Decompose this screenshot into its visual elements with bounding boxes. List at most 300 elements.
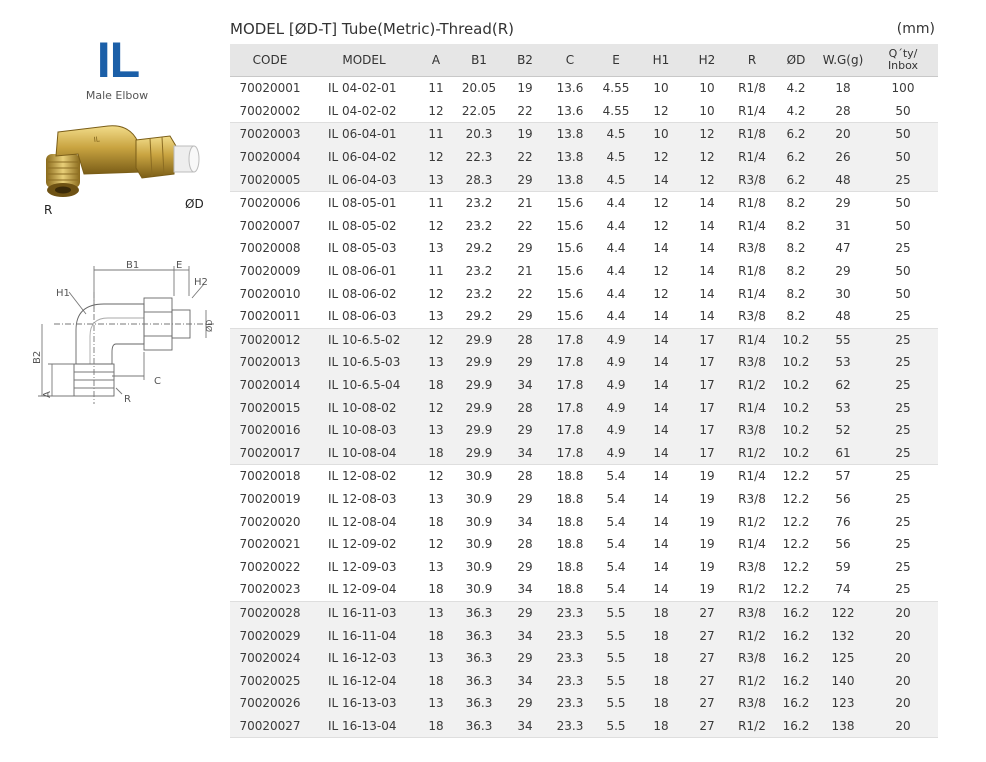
table-cell: 70020001 bbox=[230, 77, 310, 100]
col-b2: B2 bbox=[504, 44, 546, 77]
label-c: C bbox=[154, 376, 161, 387]
table-cell: 20 bbox=[868, 647, 938, 670]
table-row bbox=[230, 601, 938, 624]
table-cell: 18 bbox=[418, 624, 454, 647]
table-cell: 59 bbox=[818, 555, 868, 578]
table-cell: 13.6 bbox=[546, 77, 594, 100]
col-a: A bbox=[418, 44, 454, 77]
table-cell: 47 bbox=[818, 237, 868, 260]
table-cell: 36.3 bbox=[454, 715, 504, 738]
table-cell: 55 bbox=[818, 328, 868, 351]
table-cell: 23.3 bbox=[546, 624, 594, 647]
row-group bbox=[230, 123, 938, 192]
table-cell: 12 bbox=[418, 396, 454, 419]
table-cell: 29.2 bbox=[454, 305, 504, 328]
table-cell: 19 bbox=[504, 77, 546, 100]
table-row bbox=[230, 442, 938, 465]
table-row bbox=[230, 305, 938, 328]
table-cell: 70020016 bbox=[230, 419, 310, 442]
table-cell: 14 bbox=[638, 351, 684, 374]
table-cell: 10 bbox=[638, 77, 684, 100]
table-cell: 8.2 bbox=[774, 215, 818, 238]
table-cell: 70020022 bbox=[230, 555, 310, 578]
table-cell: 29 bbox=[504, 237, 546, 260]
table-row bbox=[230, 555, 938, 578]
table-cell: 122 bbox=[818, 601, 868, 624]
table-cell: 16.2 bbox=[774, 647, 818, 670]
table-row bbox=[230, 647, 938, 670]
table-cell: 25 bbox=[868, 328, 938, 351]
table-cell: R1/2 bbox=[730, 442, 774, 465]
table-cell: IL 16-13-03 bbox=[310, 692, 418, 715]
table-cell: 14 bbox=[638, 510, 684, 533]
table-cell: 5.5 bbox=[594, 601, 638, 624]
table-cell: 34 bbox=[504, 442, 546, 465]
photo-label-r: R bbox=[44, 203, 53, 217]
table-row bbox=[230, 669, 938, 692]
table-cell: 70020024 bbox=[230, 647, 310, 670]
table-cell: 8.2 bbox=[774, 305, 818, 328]
table-cell: 4.4 bbox=[594, 215, 638, 238]
table-cell: 12.2 bbox=[774, 510, 818, 533]
table-cell: 19 bbox=[684, 578, 730, 601]
table-cell: R1/8 bbox=[730, 77, 774, 100]
table-row bbox=[230, 578, 938, 601]
table-row bbox=[230, 510, 938, 533]
table-cell: 4.5 bbox=[594, 123, 638, 146]
table-cell: 8.2 bbox=[774, 260, 818, 283]
table-cell: 25 bbox=[868, 578, 938, 601]
table-cell: 34 bbox=[504, 374, 546, 397]
table-cell: 30 bbox=[818, 282, 868, 305]
table-cell: 16.2 bbox=[774, 601, 818, 624]
table-cell: 25 bbox=[868, 351, 938, 374]
table-cell: 5.5 bbox=[594, 624, 638, 647]
table-cell: 15.6 bbox=[546, 215, 594, 238]
table-cell: R3/8 bbox=[730, 488, 774, 511]
col-h1: H1 bbox=[638, 44, 684, 77]
table-cell: 4.9 bbox=[594, 396, 638, 419]
table-cell: 29 bbox=[504, 488, 546, 511]
table-cell: 27 bbox=[684, 692, 730, 715]
table-cell: 12 bbox=[638, 260, 684, 283]
table-cell: R1/4 bbox=[730, 396, 774, 419]
table-cell: 29 bbox=[504, 168, 546, 191]
table-cell: IL 12-09-02 bbox=[310, 533, 418, 556]
table-cell: 29.2 bbox=[454, 237, 504, 260]
table-cell: 70020020 bbox=[230, 510, 310, 533]
table-cell: 12.2 bbox=[774, 488, 818, 511]
table-row bbox=[230, 146, 938, 169]
table-cell: 13 bbox=[418, 168, 454, 191]
table-cell: IL 08-06-03 bbox=[310, 305, 418, 328]
table-cell: R1/2 bbox=[730, 715, 774, 738]
table-cell: 16.2 bbox=[774, 692, 818, 715]
label-a: A bbox=[42, 391, 53, 398]
dimension-drawing bbox=[24, 252, 224, 412]
table-cell: 4.4 bbox=[594, 260, 638, 283]
table-cell: 20.05 bbox=[454, 77, 504, 100]
spec-table bbox=[230, 44, 938, 738]
col-weight: W.G(g) bbox=[818, 44, 868, 77]
table-row bbox=[230, 260, 938, 283]
table-cell: 14 bbox=[684, 282, 730, 305]
table-cell: R1/4 bbox=[730, 100, 774, 123]
table-cell: 30.9 bbox=[454, 578, 504, 601]
table-cell: IL 10-08-03 bbox=[310, 419, 418, 442]
table-cell: R1/4 bbox=[730, 282, 774, 305]
table-cell: 70020018 bbox=[230, 465, 310, 488]
table-cell: 13 bbox=[418, 305, 454, 328]
table-cell: 36.3 bbox=[454, 647, 504, 670]
table-cell: 34 bbox=[504, 510, 546, 533]
table-cell: IL 16-12-03 bbox=[310, 647, 418, 670]
table-cell: 17 bbox=[684, 419, 730, 442]
table-row bbox=[230, 465, 938, 488]
table-cell: IL 10-08-02 bbox=[310, 396, 418, 419]
table-cell: 18 bbox=[418, 442, 454, 465]
table-cell: 8.2 bbox=[774, 191, 818, 214]
table-cell: 16.2 bbox=[774, 624, 818, 647]
table-cell: 11 bbox=[418, 77, 454, 100]
table-cell: 14 bbox=[638, 533, 684, 556]
table-cell: 16.2 bbox=[774, 669, 818, 692]
table-cell: R3/8 bbox=[730, 647, 774, 670]
table-row bbox=[230, 624, 938, 647]
table-cell: IL 08-05-03 bbox=[310, 237, 418, 260]
table-cell: 23.2 bbox=[454, 215, 504, 238]
table-cell: 10.2 bbox=[774, 374, 818, 397]
table-cell: 18.8 bbox=[546, 578, 594, 601]
table-cell: R3/8 bbox=[730, 351, 774, 374]
compression-nut bbox=[136, 136, 176, 178]
table-cell: 18 bbox=[418, 669, 454, 692]
table-cell: 4.4 bbox=[594, 305, 638, 328]
table-cell: 70020008 bbox=[230, 237, 310, 260]
table-cell: 20 bbox=[868, 601, 938, 624]
label-h1: H1 bbox=[56, 288, 70, 299]
table-cell: R1/2 bbox=[730, 578, 774, 601]
table-cell: 17 bbox=[684, 442, 730, 465]
table-cell: IL 10-08-04 bbox=[310, 442, 418, 465]
table-cell: 34 bbox=[504, 669, 546, 692]
table-cell: 4.9 bbox=[594, 419, 638, 442]
table-cell: 27 bbox=[684, 624, 730, 647]
table-cell: 6.2 bbox=[774, 123, 818, 146]
table-cell: 5.4 bbox=[594, 510, 638, 533]
table-cell: 4.4 bbox=[594, 237, 638, 260]
table-cell: 4.5 bbox=[594, 168, 638, 191]
table-cell: 28 bbox=[818, 100, 868, 123]
table-cell: 19 bbox=[684, 488, 730, 511]
table-cell: 57 bbox=[818, 465, 868, 488]
table-cell: 18 bbox=[638, 715, 684, 738]
table-cell: IL 16-13-04 bbox=[310, 715, 418, 738]
table-cell: 30.9 bbox=[454, 488, 504, 511]
table-cell: 17.8 bbox=[546, 442, 594, 465]
label-b1: B1 bbox=[126, 260, 140, 271]
table-cell: IL 12-08-02 bbox=[310, 465, 418, 488]
table-row bbox=[230, 488, 938, 511]
table-cell: 12 bbox=[418, 533, 454, 556]
table-cell: 14 bbox=[638, 465, 684, 488]
table-cell: 16.2 bbox=[774, 715, 818, 738]
table-cell: 19 bbox=[684, 555, 730, 578]
table-cell: 34 bbox=[504, 578, 546, 601]
table-cell: 50 bbox=[868, 260, 938, 283]
table-cell: 14 bbox=[638, 237, 684, 260]
table-cell: 18 bbox=[818, 77, 868, 100]
table-cell: 70020004 bbox=[230, 146, 310, 169]
tube-stub bbox=[174, 146, 199, 172]
table-cell: 70020003 bbox=[230, 123, 310, 146]
table-cell: 70020002 bbox=[230, 100, 310, 123]
col-h2: H2 bbox=[684, 44, 730, 77]
table-cell: R1/2 bbox=[730, 669, 774, 692]
row-group bbox=[230, 191, 938, 328]
table-cell: 12 bbox=[418, 215, 454, 238]
table-cell: 26 bbox=[818, 146, 868, 169]
table-cell: 18.8 bbox=[546, 555, 594, 578]
col-qty-line1: Q´ty/ bbox=[888, 47, 918, 60]
table-cell: 30.9 bbox=[454, 510, 504, 533]
col-qty-inbox bbox=[868, 44, 938, 77]
table-cell: 5.5 bbox=[594, 669, 638, 692]
table-cell: 4.9 bbox=[594, 351, 638, 374]
table-cell: 14 bbox=[638, 328, 684, 351]
table-cell: 5.4 bbox=[594, 488, 638, 511]
table-cell: 13.8 bbox=[546, 146, 594, 169]
table-cell: 70020017 bbox=[230, 442, 310, 465]
table-cell: IL 08-06-01 bbox=[310, 260, 418, 283]
table-cell: 25 bbox=[868, 396, 938, 419]
table-cell: 6.2 bbox=[774, 146, 818, 169]
table-cell: 28 bbox=[504, 396, 546, 419]
table-cell: 70020009 bbox=[230, 260, 310, 283]
table-cell: 11 bbox=[418, 260, 454, 283]
table-cell: 4.2 bbox=[774, 77, 818, 100]
table-cell: 19 bbox=[684, 510, 730, 533]
table-row bbox=[230, 237, 938, 260]
table-row bbox=[230, 396, 938, 419]
table-cell: 4.4 bbox=[594, 282, 638, 305]
table-row bbox=[230, 419, 938, 442]
table-cell: IL 04-02-02 bbox=[310, 100, 418, 123]
table-cell: 22 bbox=[504, 215, 546, 238]
table-cell: R1/8 bbox=[730, 260, 774, 283]
table-cell: 29 bbox=[504, 351, 546, 374]
table-cell: 8.2 bbox=[774, 237, 818, 260]
table-cell: 53 bbox=[818, 351, 868, 374]
table-cell: IL 10-6.5-04 bbox=[310, 374, 418, 397]
table-cell: 70020012 bbox=[230, 328, 310, 351]
table-row bbox=[230, 191, 938, 214]
table-cell: 10 bbox=[638, 123, 684, 146]
table-cell: 5.4 bbox=[594, 578, 638, 601]
table-cell: 70020023 bbox=[230, 578, 310, 601]
table-cell: 22 bbox=[504, 100, 546, 123]
table-cell: 10 bbox=[684, 77, 730, 100]
table-row bbox=[230, 351, 938, 374]
table-cell: IL 12-08-03 bbox=[310, 488, 418, 511]
row-group bbox=[230, 77, 938, 123]
table-cell: 17.8 bbox=[546, 374, 594, 397]
table-cell: 13 bbox=[418, 555, 454, 578]
table-cell: 8.2 bbox=[774, 282, 818, 305]
table-cell: R1/4 bbox=[730, 215, 774, 238]
table-cell: IL 12-09-03 bbox=[310, 555, 418, 578]
table-cell: 23.2 bbox=[454, 191, 504, 214]
table-cell: 13.6 bbox=[546, 100, 594, 123]
table-cell: IL 10-6.5-03 bbox=[310, 351, 418, 374]
table-cell: 70020019 bbox=[230, 488, 310, 511]
table-cell: 17.8 bbox=[546, 419, 594, 442]
table-cell: 30.9 bbox=[454, 555, 504, 578]
table-cell: 18.8 bbox=[546, 533, 594, 556]
table-cell: IL 04-02-01 bbox=[310, 77, 418, 100]
table-cell: 70020021 bbox=[230, 533, 310, 556]
table-cell: 25 bbox=[868, 510, 938, 533]
table-cell: 21 bbox=[504, 191, 546, 214]
table-cell: 15.6 bbox=[546, 282, 594, 305]
table-cell: IL 08-06-02 bbox=[310, 282, 418, 305]
table-cell: 30.9 bbox=[454, 533, 504, 556]
table-row bbox=[230, 168, 938, 191]
row-group bbox=[230, 601, 938, 738]
table-cell: 50 bbox=[868, 123, 938, 146]
table-cell: 12 bbox=[418, 100, 454, 123]
table-cell: 17 bbox=[684, 328, 730, 351]
product-subtitle: Male Elbow bbox=[85, 89, 149, 102]
table-cell: 22.3 bbox=[454, 146, 504, 169]
table-cell: 56 bbox=[818, 488, 868, 511]
table-cell: IL 12-09-04 bbox=[310, 578, 418, 601]
table-cell: 14 bbox=[638, 442, 684, 465]
table-cell: 17.8 bbox=[546, 351, 594, 374]
table-cell: 14 bbox=[684, 237, 730, 260]
table-cell: 29.9 bbox=[454, 374, 504, 397]
col-model: MODEL bbox=[310, 44, 418, 77]
table-cell: 4.9 bbox=[594, 328, 638, 351]
table-cell: 12 bbox=[684, 146, 730, 169]
table-heading: MODEL [ØD-T] Tube(Metric)-Thread(R) bbox=[230, 20, 515, 38]
table-cell: 12 bbox=[638, 100, 684, 123]
table-cell: 29.9 bbox=[454, 351, 504, 374]
table-cell: 12 bbox=[684, 168, 730, 191]
table-cell: 12 bbox=[418, 465, 454, 488]
table-cell: 14 bbox=[684, 191, 730, 214]
table-cell: 28.3 bbox=[454, 168, 504, 191]
table-cell: 20 bbox=[868, 624, 938, 647]
table-cell: 4.5 bbox=[594, 146, 638, 169]
row-group bbox=[230, 465, 938, 602]
table-cell: 23.3 bbox=[546, 692, 594, 715]
table-cell: 12.2 bbox=[774, 578, 818, 601]
table-cell: IL 08-05-01 bbox=[310, 191, 418, 214]
table-cell: 13.8 bbox=[546, 123, 594, 146]
fitting-photo bbox=[38, 112, 208, 212]
table-cell: 132 bbox=[818, 624, 868, 647]
table-cell: R1/8 bbox=[730, 191, 774, 214]
table-cell: 25 bbox=[868, 237, 938, 260]
table-cell: 23.3 bbox=[546, 601, 594, 624]
product-code: IL bbox=[96, 32, 140, 88]
table-cell: 70020010 bbox=[230, 282, 310, 305]
table-cell: 50 bbox=[868, 215, 938, 238]
table-cell: 20 bbox=[868, 669, 938, 692]
table-cell: 14 bbox=[684, 215, 730, 238]
table-cell: 19 bbox=[504, 123, 546, 146]
table-cell: R1/8 bbox=[730, 123, 774, 146]
table-cell: 48 bbox=[818, 168, 868, 191]
table-cell: 70020011 bbox=[230, 305, 310, 328]
table-cell: 25 bbox=[868, 555, 938, 578]
table-cell: 36.3 bbox=[454, 624, 504, 647]
table-cell: 14 bbox=[638, 396, 684, 419]
table-cell: 22 bbox=[504, 146, 546, 169]
table-cell: 12 bbox=[638, 191, 684, 214]
table-cell: IL 16-11-04 bbox=[310, 624, 418, 647]
table-cell: 34 bbox=[504, 624, 546, 647]
table-cell: 14 bbox=[638, 419, 684, 442]
table-cell: 25 bbox=[868, 419, 938, 442]
table-cell: IL 06-04-02 bbox=[310, 146, 418, 169]
table-cell: 28 bbox=[504, 465, 546, 488]
table-cell: 18 bbox=[638, 669, 684, 692]
table-cell: 56 bbox=[818, 533, 868, 556]
table-cell: 22 bbox=[504, 282, 546, 305]
table-cell: 19 bbox=[684, 465, 730, 488]
table-cell: 36.3 bbox=[454, 669, 504, 692]
table-cell: IL 16-11-03 bbox=[310, 601, 418, 624]
table-cell: R3/8 bbox=[730, 601, 774, 624]
table-cell: 70020029 bbox=[230, 624, 310, 647]
table-cell: 50 bbox=[868, 191, 938, 214]
table-cell: 29.9 bbox=[454, 328, 504, 351]
table-cell: 11 bbox=[418, 191, 454, 214]
table-cell: 70020027 bbox=[230, 715, 310, 738]
table-cell: 18 bbox=[638, 624, 684, 647]
table-cell: 25 bbox=[868, 442, 938, 465]
table-cell: 70020025 bbox=[230, 669, 310, 692]
table-cell: 36.3 bbox=[454, 692, 504, 715]
table-cell: 76 bbox=[818, 510, 868, 533]
table-cell: 12 bbox=[418, 328, 454, 351]
table-cell: 31 bbox=[818, 215, 868, 238]
table-cell: 17 bbox=[684, 374, 730, 397]
table-cell: 4.9 bbox=[594, 374, 638, 397]
table-cell: 14 bbox=[684, 305, 730, 328]
table-cell: 29 bbox=[504, 601, 546, 624]
col-od: ØD bbox=[774, 44, 818, 77]
table-cell: 25 bbox=[868, 465, 938, 488]
table-cell: 53 bbox=[818, 396, 868, 419]
table-cell: 70020014 bbox=[230, 374, 310, 397]
table-cell: 70020026 bbox=[230, 692, 310, 715]
table-cell: 13 bbox=[418, 692, 454, 715]
table-cell: 23.2 bbox=[454, 260, 504, 283]
table-row bbox=[230, 692, 938, 715]
table-cell: 18.8 bbox=[546, 510, 594, 533]
label-r: R bbox=[124, 394, 131, 405]
table-cell: 12.2 bbox=[774, 555, 818, 578]
table-cell: 4.2 bbox=[774, 100, 818, 123]
table-cell: 70020005 bbox=[230, 168, 310, 191]
label-h2: H2 bbox=[194, 277, 208, 288]
table-cell: 22.05 bbox=[454, 100, 504, 123]
table-cell: 5.4 bbox=[594, 555, 638, 578]
table-cell: IL 10-6.5-02 bbox=[310, 328, 418, 351]
